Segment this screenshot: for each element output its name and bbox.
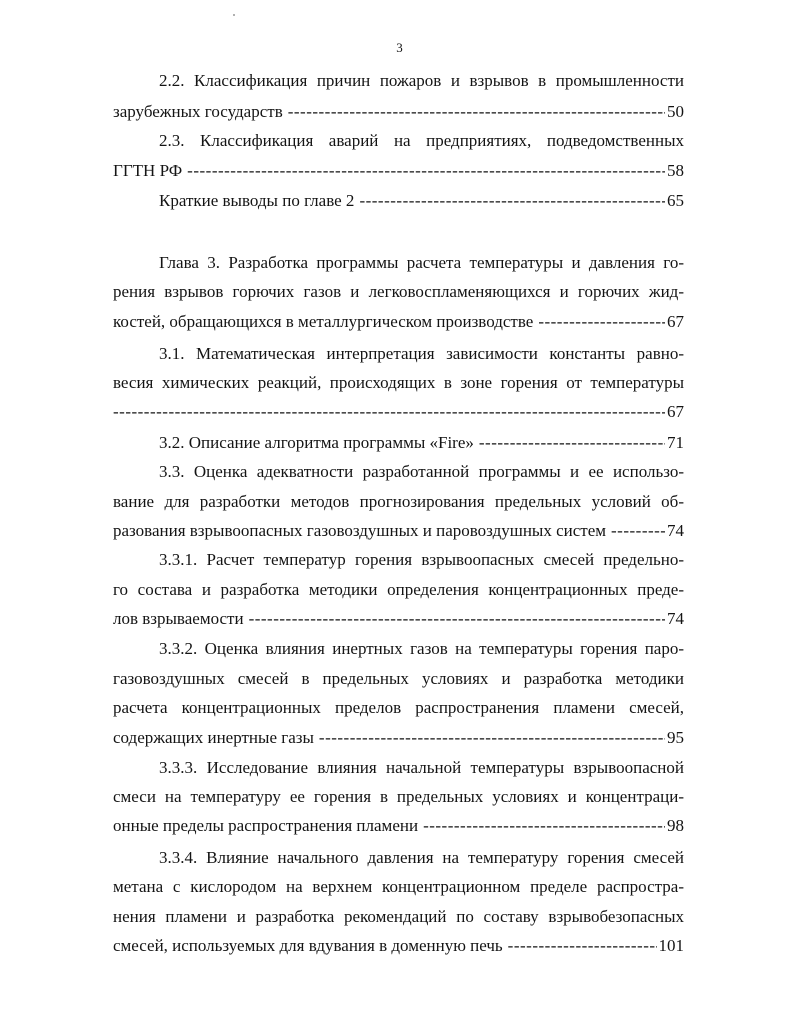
toc-page-ref: 65	[667, 191, 684, 210]
toc-page-ref: 74	[667, 609, 684, 628]
page-number: 3	[396, 40, 403, 55]
leader-dots	[611, 516, 665, 546]
leader-dots	[359, 186, 665, 216]
toc-entry-text: лов взрываемости	[113, 609, 244, 628]
scan-speck	[233, 14, 235, 16]
toc-line-with-leader	[113, 931, 684, 961]
toc-line: нения пламени и разработка рекомендаций по составу взрывобезопасных	[113, 907, 684, 926]
leader-dots	[113, 397, 665, 427]
toc-line: 3.3.2. Оценка влияния инертных газов на температуры горения паро-	[159, 639, 684, 658]
toc-line-with-leader	[113, 811, 684, 841]
toc-line: смеси на температуру ее горения в предельных условиях и концентраци-	[113, 787, 684, 806]
toc-page-ref: 58	[667, 161, 684, 180]
leader-dots	[187, 156, 665, 186]
toc-line: расчета концентрационных пределов распространения пламени смесей,	[113, 698, 684, 717]
toc-page-ref: 50	[667, 102, 684, 121]
toc-page-ref: 67	[667, 312, 684, 331]
toc-page-ref: 98	[667, 816, 684, 835]
toc-line-with-leader	[113, 428, 684, 458]
toc-entry-text: костей, обращающихся в металлургическом производстве	[113, 312, 534, 331]
toc-page-ref: 74	[667, 521, 684, 540]
toc-line: рения взрывов горючих газов и легковоспламеняющихся и горючих жид-	[113, 282, 684, 301]
toc-entry-text: зарубежных государств	[113, 102, 283, 121]
toc-page-ref: 67	[667, 402, 684, 421]
toc-line: 3.3.3. Исследование влияния начальной температуры взрывоопасной	[159, 758, 684, 777]
toc-entry-text: разования взрывоопасных газовоздушных и паровоздушных систем	[113, 521, 607, 540]
leader-dots	[508, 931, 657, 961]
toc-line: 3.1. Математическая интерпретация зависимости константы равно-	[159, 344, 684, 363]
toc-line-with-leader	[113, 604, 684, 634]
toc-entry-text: ГГТН РФ	[113, 161, 183, 180]
toc-page-ref: 71	[667, 433, 684, 452]
toc-line-with-leader	[113, 397, 684, 427]
toc-line: 2.2. Классификация причин пожаров и взрывов в промышленности	[159, 71, 684, 90]
toc-entry-text: онные пределы распространения пламени	[113, 816, 419, 835]
leader-dots	[423, 811, 665, 841]
toc-line-with-leader	[113, 307, 684, 337]
toc-line: газовоздушных смесей в предельных условиях и разработка методики	[113, 669, 684, 688]
leader-dots	[319, 723, 665, 753]
toc-line: 3.3.4. Влияние начального давления на температуру горения смесей	[159, 848, 684, 867]
toc-entry-text: смесей, используемых для вдувания в доменную печь	[113, 936, 503, 955]
toc-line: 3.3.1. Расчет температур горения взрывоопасных смесей предельно-	[159, 550, 684, 569]
toc-line-with-leader	[113, 516, 684, 546]
toc-line: метана с кислородом на верхнем концентрационном пределе распростра-	[113, 877, 684, 896]
toc-entry-text: содержащих инертные газы	[113, 728, 314, 747]
toc-line: 3.3. Оценка адекватности разработанной программы и ее использо-	[159, 462, 684, 481]
toc-line-with-leader	[113, 186, 684, 216]
toc-entry-text: 3.2. Описание алгоритма программы «Fire»	[159, 433, 474, 452]
toc-line: весия химических реакций, происходящих в зоне горения от температуры	[113, 373, 684, 392]
leader-dots	[288, 97, 665, 127]
toc-line-with-leader	[113, 156, 684, 186]
toc-page-ref: 101	[658, 936, 684, 955]
leader-dots	[249, 604, 665, 634]
toc-chapter-line: Глава 3. Разработка программы расчета температуры и давления го-	[159, 253, 684, 272]
leader-dots	[538, 307, 665, 337]
toc-line-with-leader	[113, 97, 684, 127]
toc-line: 2.3. Классификация аварий на предприятиях, подведомственных	[159, 131, 684, 150]
toc-line-with-leader	[113, 723, 684, 753]
toc-line: вание для разработки методов прогнозирования предельных условий об-	[113, 492, 684, 511]
leader-dots	[479, 428, 665, 458]
toc-line: го состава и разработка методики определения концентрационных преде-	[113, 580, 684, 599]
toc-page-ref: 95	[667, 728, 684, 747]
toc-entry-text: Краткие выводы по главе 2	[159, 191, 355, 210]
